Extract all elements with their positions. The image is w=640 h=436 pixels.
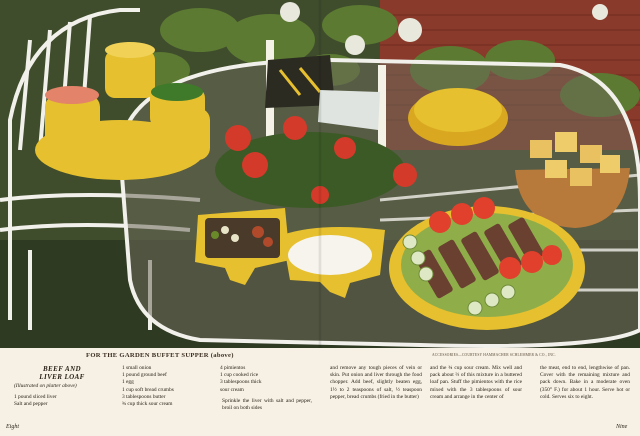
ingredient-item: 3 tablespoons thick [220, 379, 262, 386]
ingredient-item: sour cream [220, 386, 244, 393]
peas-bowl-icon [150, 83, 205, 128]
ingredient-item: 1 small onion [122, 365, 152, 371]
directions-part-1: Sprinkle the liver with salt and pepper, broil on both sides [222, 398, 312, 412]
yellow-bowl-icon [408, 88, 508, 146]
recipe-title-line2: LIVER LOAF [39, 373, 85, 381]
recipe-note: (Illustrated on platter above) [14, 383, 77, 389]
section-heading: FOR THE GARDEN BUFFET SUPPER (above) [86, 352, 234, 359]
ingredient-item: 1 cup cooked rice [220, 372, 259, 379]
ingredient-item: 1 egg [122, 379, 134, 386]
ingredient-item: 3 tablespoons butter [122, 393, 166, 400]
ingredient-item: 1 cup soft bread crumbs [122, 386, 174, 393]
page-number-right: Nine [616, 424, 628, 430]
ingredient-item: 1 pound sliced liver [14, 394, 57, 400]
ingredients-column-2 [122, 365, 174, 408]
ingredients-column-1 [14, 394, 57, 408]
ingredient-item: Salt and pepper [14, 401, 48, 408]
ingredient-item: ¾ cup thick sour cream [122, 401, 173, 408]
recipe-section [0, 348, 640, 436]
recipe-title [22, 365, 102, 381]
recipe-title-line1: BEEF AND [42, 365, 82, 373]
page-number-left: Eight [6, 424, 19, 430]
ingredient-item: 1 pound ground beef [122, 372, 167, 379]
directions-part-4: the meat, end to end, lengthwise of pan. Cover with the remaining mixture and pack down. Bake in a moderate oven (350° F.) for about 1 hour. Serve hot or cold. Serves six to eight. [540, 365, 630, 400]
ingredient-item: 4 pimientos [220, 365, 246, 371]
ingredients-column-3 [220, 365, 262, 394]
directions-part-2: and remove any tough pieces of vein or skin. Put onion and liver through the food chopper. Add beef, slightly beaten egg, 1½ to 2 teaspoons of salt, ½ teaspoon pepper, bread crumbs (fried in the butter) [330, 365, 422, 400]
directions-part-3: and the ¾ cup sour cream. Mix well and pack about ⅔ of this mixture in a buttered loaf pan. Stuff the pimientos with the rice mixed with the 3 tablespoons of sour cream and arrange in the center of [430, 365, 522, 400]
photo-credit: ACCESSORIES—COURTESY HAMMACHER SCHLEMMER & CO., INC. [432, 353, 556, 357]
